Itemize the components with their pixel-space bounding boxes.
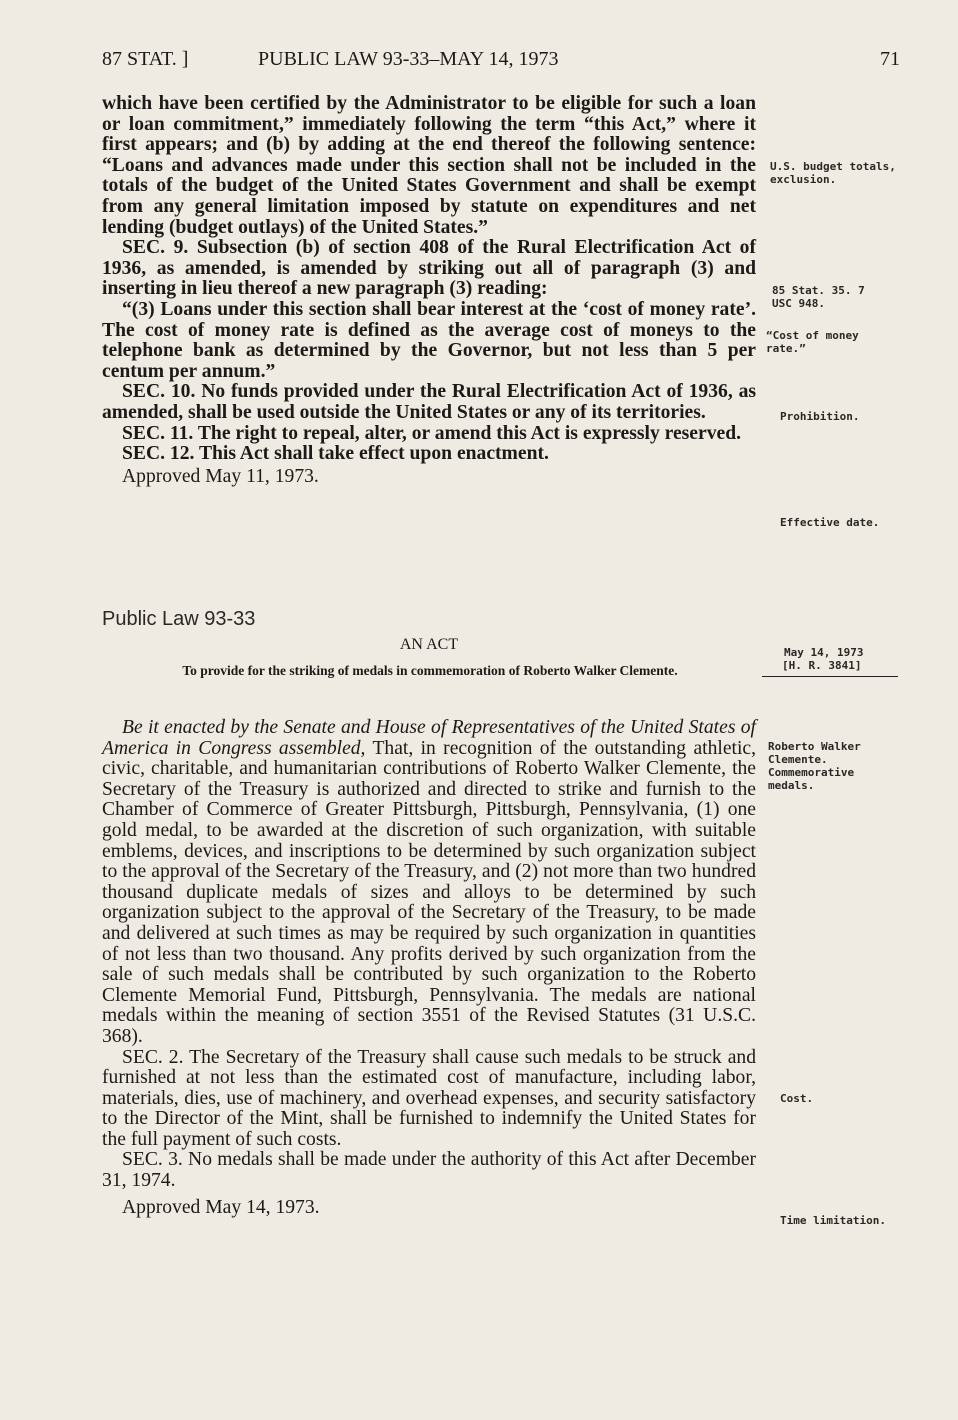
header-title: PUBLIC LAW 93-33–MAY 14, 1973 xyxy=(258,48,559,70)
note-budget: U.S. budget totals, exclusion. xyxy=(770,160,896,186)
note-cost: Cost. xyxy=(780,1092,814,1105)
approved-may-11: Approved May 11, 1973. xyxy=(122,465,319,487)
sec-10: SEC. 10. No funds provided under the Rural Electrification Act of 1936, as amended, shall be used outside the United States or any of its territories. xyxy=(102,381,756,423)
margin-rule xyxy=(762,676,898,677)
sec-11: SEC. 11. The right to repeal, alter, or amend this Act is expressly reserved. xyxy=(122,422,741,444)
sec-3: SEC. 3. No medals shall be made under the authority of this Act after December 31, 1974. xyxy=(102,1149,756,1192)
note-date: May 14, 1973 xyxy=(784,646,864,659)
page-number: 71 xyxy=(880,48,900,70)
note-cost-of-money: “Cost of money rate.” xyxy=(766,329,859,355)
sec-1 xyxy=(102,718,756,1048)
note-effective-date: Effective date. xyxy=(780,516,880,529)
note-bill: [H. R. 3841] xyxy=(782,659,862,672)
approved-may-14: Approved May 14, 1973. xyxy=(122,1196,320,1218)
enacting-clause: Be it enacted by the Senate and House of Representatives of the United States of America in Congress assembled, xyxy=(102,717,756,759)
medal-act-body xyxy=(102,718,756,1218)
note-prohibition: Prohibition. xyxy=(780,410,860,423)
sec-9-quote: “(3) Loans under this section shall bear interest at the ‘cost of money rate’. The cost of money rate is defined as the average cost of moneys to the telephone bank as determined by the Governor, but not less than 5 per centum per annum.” xyxy=(102,298,756,382)
para-continuation: which have been certified by the Administrator to be eligible for such a loan or loan commitment,” immediately following the term “this Act,” where it first appears; and (b) by adding at the end thereof the following sentence: “Loans and advances made under this section shall not be included in the totals of the budget of the United States Government and shall be exempt from any general limitation imposed by statute on expenditures and net lending (budget outlays) of the United States.” xyxy=(102,93,756,238)
note-clemente: Roberto Walker Clemente. Commemorative medals. xyxy=(768,740,861,792)
public-law-title: Public Law 93-33 xyxy=(102,608,256,630)
sec-2: SEC. 2. The Secretary of the Treasury shall cause such medals to be struck and furnished at not less than the estimated cost of manufacture, including labor, materials, dies, use of machinery, and overhead expenses, and security satisfactory to the Director of the Mint, shall be furnished to indemnify the United States for the full payment of such costs. xyxy=(102,1046,756,1150)
an-act-heading: AN ACT xyxy=(399,636,459,653)
note-stat: 85 Stat. 35. 7 USC 948. xyxy=(772,284,865,310)
sec-9: SEC. 9. Subsection (b) of section 408 of the Rural Electrification Act of 1936, as amended, is amended by striking out all of paragraph (3) and inserting in lieu thereof a new paragraph (3) reading: xyxy=(102,237,756,300)
header-stat: 87 STAT. ] xyxy=(102,48,189,70)
sec-1-body: That, in recognition of the outstanding athletic, civic, charitable, and humanitarian contributions of Roberto Walker Clemente, the Secretary of the Treasury is authorized and directed to strike and furnish to the Chamber of Commerce of Greater Pittsburgh, Pittsburgh, Pennsylvania, (1) one gold medal, to be awarded at the discretion of such organization, with suitable emblems, devices, and inscriptions to be determined by such organization subject to the approval of the Secretary of the Treasury, and (2) not more than two hundred thousand duplicate medals of sizes and alloys to be determined by such organization subject to the approval of the Secretary of the Treasury, to be made and delivered at such times as may be required by such organization in quantities of not less than two thousand. Any profits derived by such organization from the sale of such medals shall be contributed by such organization to the Roberto Clemente Memorial Fund, Pittsburgh, Pennsylvania. The medals are national medals within the meaning of section 3551 of the Revised Statutes (31 U.S.C. 368). xyxy=(102,737,756,1047)
act-purpose: To provide for the striking of medals in commemoration of Roberto Walker Clemente. xyxy=(182,663,678,678)
top-section xyxy=(102,94,756,487)
note-time-limitation: Time limitation. xyxy=(780,1214,886,1227)
sec-12: SEC. 12. This Act shall take effect upon enactment. xyxy=(122,443,549,465)
